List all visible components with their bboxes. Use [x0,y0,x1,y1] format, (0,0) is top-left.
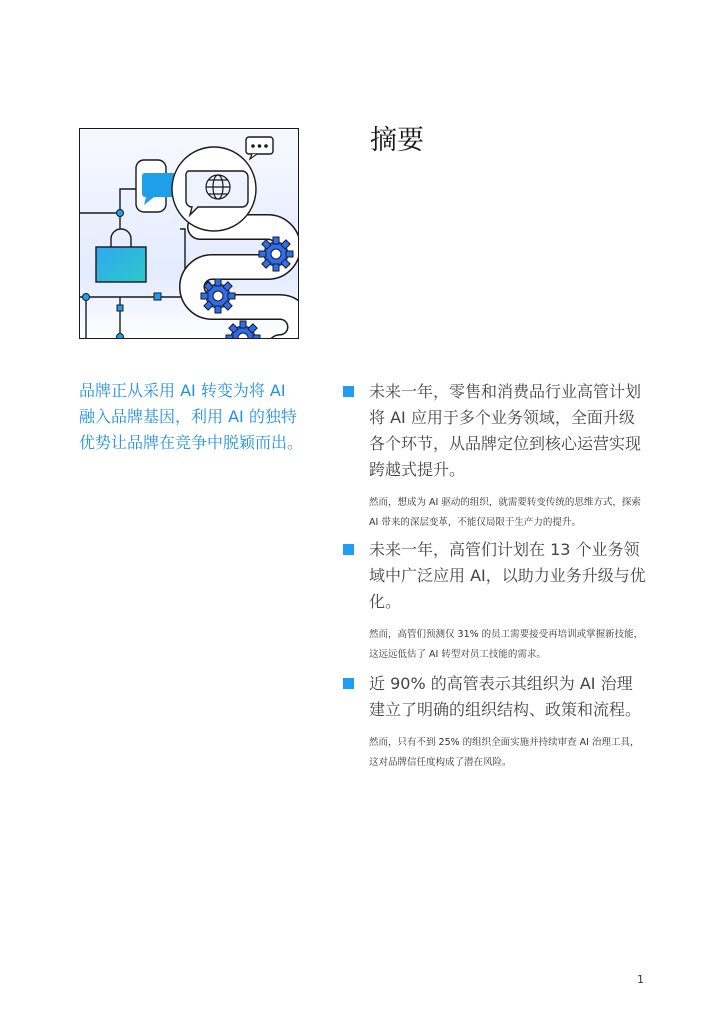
key-point-heading: 近 90% 的高管表示其组织为 AI 治理建立了明确的组织结构、政策和流程。 [369,674,642,719]
hero-illustration [79,128,299,339]
key-point-note: 然而，高管们预测仅 31% 的员工需要接受再培训或掌握新技能，这远远低估了 AI 转型对员工技能的需求。 [369,629,644,660]
lead-statement: 品牌正从采用 AI 转变为将 AI 融入品牌基因，利用 AI 的独特优势让品牌在竞争中脱颖而出。 [79,381,304,452]
bullet-square-icon [343,544,354,555]
key-point [343,671,648,773]
key-point [343,537,648,665]
page-title: 摘要 [370,125,424,156]
padlock-icon [96,229,146,282]
page-number: 1 [637,973,644,986]
key-point-heading: 未来一年，高管们计划在 13 个业务领域中广泛应用 AI，以助力业务升级与优化。 [369,540,646,611]
key-point-note: 然而，只有不到 25% 的组织全面实施并持续审查 AI 治理工具，这对品牌信任度构成了潜在风险。 [369,737,640,768]
key-point-note: 然而，想成为 AI 驱动的组织，就需要转变传统的思维方式，探索 AI 带来的深层变革，不能仅局限于生产力的提升。 [369,497,641,528]
bullet-square-icon [343,678,354,689]
bullet-square-icon [343,386,354,397]
gear-icon [201,237,293,338]
key-point [343,379,648,533]
ellipsis-icon [246,137,273,159]
key-point-heading: 未来一年，零售和消费品行业高管计划将 AI 应用于多个业务领域，全面升级各个环节，从品牌定位到核心运营实现跨越式提升。 [369,382,642,479]
